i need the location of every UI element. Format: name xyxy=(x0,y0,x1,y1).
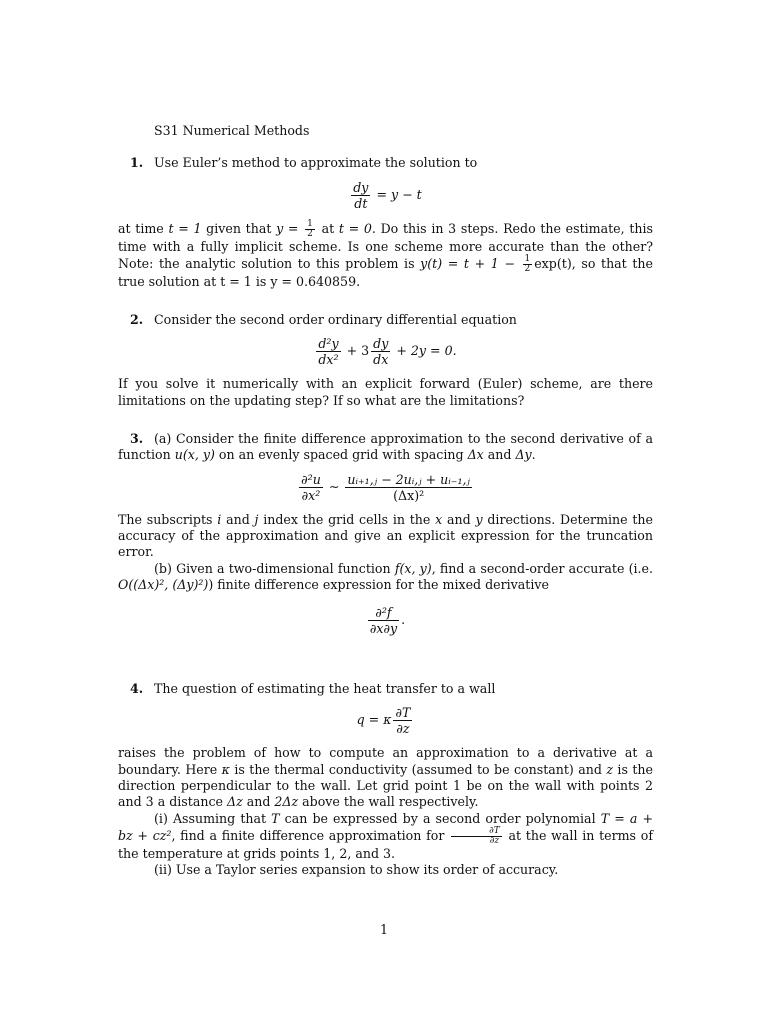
q4i-text-4: at the wall in terms of the temperature at grids points 1, 2, and 3. xyxy=(118,827,653,861)
q4i-text-2: can be expressed by a second order polynomial xyxy=(279,810,601,826)
q1-equation-rhs: = y − t xyxy=(372,186,422,202)
q1-solution-fraction xyxy=(523,255,533,274)
q1-frac-num: dy xyxy=(353,179,369,195)
q1-sol-frac-den: 2 xyxy=(524,263,531,274)
question-2-number: 2. xyxy=(130,312,144,328)
q4i-frac-den: ∂z xyxy=(489,835,500,846)
q4i-frac-num: ∂T xyxy=(451,827,502,837)
q3b-function: f(x, y) xyxy=(394,560,432,576)
question-4-intro-text: The question of estimating the heat transfer to a wall xyxy=(154,681,496,697)
q1-half-den: 2 xyxy=(307,228,313,239)
q4-body-text-1: raises the problem of how to compute an approximation to a derivative at a boundary. Here xyxy=(118,745,653,777)
question-2-equation xyxy=(118,336,653,367)
q1-solution-a: y(t) = t + 1 − xyxy=(420,255,521,271)
q3b-text-2: , find a second-order accurate (i.e. xyxy=(431,560,654,576)
q1-body-text-4: . Do this in 3 steps. Redo the estimate, this time with a fully implicit scheme. Is one scheme more accurate than the other? Note: the analytic solution to this problem is xyxy=(118,220,653,271)
q3-dir-x: x xyxy=(435,511,443,527)
question-3-part-a xyxy=(118,431,653,464)
q4-frac-num: ∂T xyxy=(395,705,411,721)
q4-fraction xyxy=(393,705,412,736)
q3b-frac-den: ∂x∂y xyxy=(369,621,398,637)
q3b-frac-num: ∂²f xyxy=(368,605,399,621)
q3a-dy: Δy xyxy=(515,447,532,463)
q3-after-text-5: directions. Determine the accuracy of the approximation and give an explicit expression for the truncation error. xyxy=(118,511,653,560)
question-3-part-b xyxy=(118,561,653,594)
q2-fraction-2 xyxy=(371,336,390,367)
question-4-equation xyxy=(118,705,653,736)
question-4-body xyxy=(118,745,653,810)
q1-sol-frac-num: 1 xyxy=(524,253,531,264)
q3a-text-2: on an evenly spaced grid with spacing xyxy=(214,447,468,463)
q1-half-fraction xyxy=(305,220,315,239)
q3-rhs-num: uᵢ₊₁,ⱼ − 2uᵢ,ⱼ + uᵢ₋₁,ⱼ xyxy=(347,471,470,487)
q2-f1-den: dx² xyxy=(318,352,339,368)
q3-sim: ∼ xyxy=(324,478,344,494)
question-3-after-a xyxy=(118,512,653,561)
question-3-number: 3. xyxy=(130,431,144,447)
q3-rhs-fraction xyxy=(345,472,471,503)
q2-f2-num: dy xyxy=(373,336,389,352)
q3-rhs-den: (Δx)² xyxy=(393,487,425,503)
q3-after-text-1: The subscripts xyxy=(118,511,218,527)
q1-half-num: 1 xyxy=(307,218,313,229)
question-3-equation xyxy=(118,472,653,503)
q1-body-text-3: at xyxy=(316,220,339,236)
q4i-T: T xyxy=(271,810,280,826)
q2-fraction-1 xyxy=(316,336,340,367)
q3a-text-4: . xyxy=(531,447,536,463)
q4i-polynomial: T = a + bz + cz² xyxy=(118,810,654,843)
q4-body-text-3: is the direction perpendicular to the wall. Let grid point 1 be on the wall with points 2 and 3 a distance xyxy=(118,761,653,810)
question-2-body: If you solve it numerically with an explicit forward (Euler) scheme, are there limitations on the updating step? If so what are the limitations? xyxy=(118,376,653,408)
question-4-part-i xyxy=(118,811,653,863)
q4-equation-lhs: q = κ xyxy=(356,712,392,728)
q3-after-text-3: index the grid cells in the xyxy=(258,511,436,527)
q3-dir-y: y xyxy=(475,511,483,527)
q4-body-text-2: is the thermal conductivity (assumed to be constant) and xyxy=(229,761,607,777)
q3a-dx: Δx xyxy=(467,447,484,463)
question-4-number: 4. xyxy=(130,681,144,697)
q3-after-text-2: and xyxy=(221,511,255,527)
q4i-text-1: (i) Assuming that xyxy=(154,810,272,826)
q4-z: z xyxy=(606,761,614,777)
q3-after-text-4: and xyxy=(442,511,476,527)
q1-body-text-2: given that xyxy=(201,220,277,236)
question-1-body xyxy=(118,220,653,291)
q3b-order: O((Δx)², (Δy)²) xyxy=(118,576,209,592)
q1-body-y0: y = xyxy=(276,220,304,236)
document-page xyxy=(118,123,653,879)
q3b-text-1: (b) Given a two-dimensional function xyxy=(154,560,395,576)
q2-f1-num: d²y xyxy=(318,336,339,352)
question-2-intro-text: Consider the second order ordinary differential equation xyxy=(154,312,517,328)
q3-index-j: j xyxy=(254,511,259,527)
question-2-intro xyxy=(118,312,653,328)
question-1-intro xyxy=(118,155,653,171)
q4-dz: Δz xyxy=(226,794,243,810)
q3-index-i: i xyxy=(217,511,222,527)
question-1-number: 1. xyxy=(130,155,144,171)
q3a-text-1: (a) Consider the finite difference approximation to the second derivative of a function xyxy=(118,431,653,463)
q1-body-t1: t = 1 xyxy=(168,220,202,236)
q3a-text-3: and xyxy=(483,447,516,463)
q4-dz2: 2Δz xyxy=(274,794,299,810)
q1-frac-den: dt xyxy=(354,195,368,211)
q1-fraction xyxy=(351,180,370,211)
q4-body-text-4: and xyxy=(242,794,275,810)
question-4-intro xyxy=(118,681,653,697)
q3b-text-3: ) finite difference expression for the mixed derivative xyxy=(208,576,549,592)
q1-body-text-1: at time xyxy=(118,220,169,236)
q4i-text-3: , find a finite difference approximation for xyxy=(171,827,450,843)
q3-lhs-den: ∂x² xyxy=(301,487,321,503)
q1-solution-b: exp(t) xyxy=(534,255,572,271)
question-1-intro-text: Use Euler’s method to approximate the solution to xyxy=(154,155,478,171)
question-1-equation xyxy=(118,180,653,211)
course-title: S31 Numerical Methods xyxy=(154,123,310,138)
q4-frac-den: ∂z xyxy=(396,721,410,737)
q3b-tail: . xyxy=(401,612,406,628)
q2-equation-mid: + 3 xyxy=(342,343,370,359)
q3-lhs-fraction xyxy=(299,472,323,503)
q3a-function: u(x, y) xyxy=(174,447,215,463)
question-3b-equation xyxy=(118,605,653,636)
q3-lhs-num: ∂²u xyxy=(301,471,321,487)
q2-equation-rhs: + 2y = 0. xyxy=(392,343,457,359)
q2-f2-den: dx xyxy=(373,352,389,368)
page-number: 1 xyxy=(379,922,388,937)
q4-body-text-5: above the wall respectively. xyxy=(298,794,479,810)
q3b-fraction xyxy=(368,605,399,636)
question-4-part-ii: (ii) Use a Taylor series expansion to show its order of accuracy. xyxy=(154,862,559,878)
q1-body-text-5: , so that the true solution at t = 1 is y = 0.640859. xyxy=(118,255,653,289)
q4i-fraction xyxy=(451,827,502,846)
q4-kappa: κ xyxy=(221,761,230,777)
q1-body-t0: t = 0 xyxy=(338,220,372,236)
